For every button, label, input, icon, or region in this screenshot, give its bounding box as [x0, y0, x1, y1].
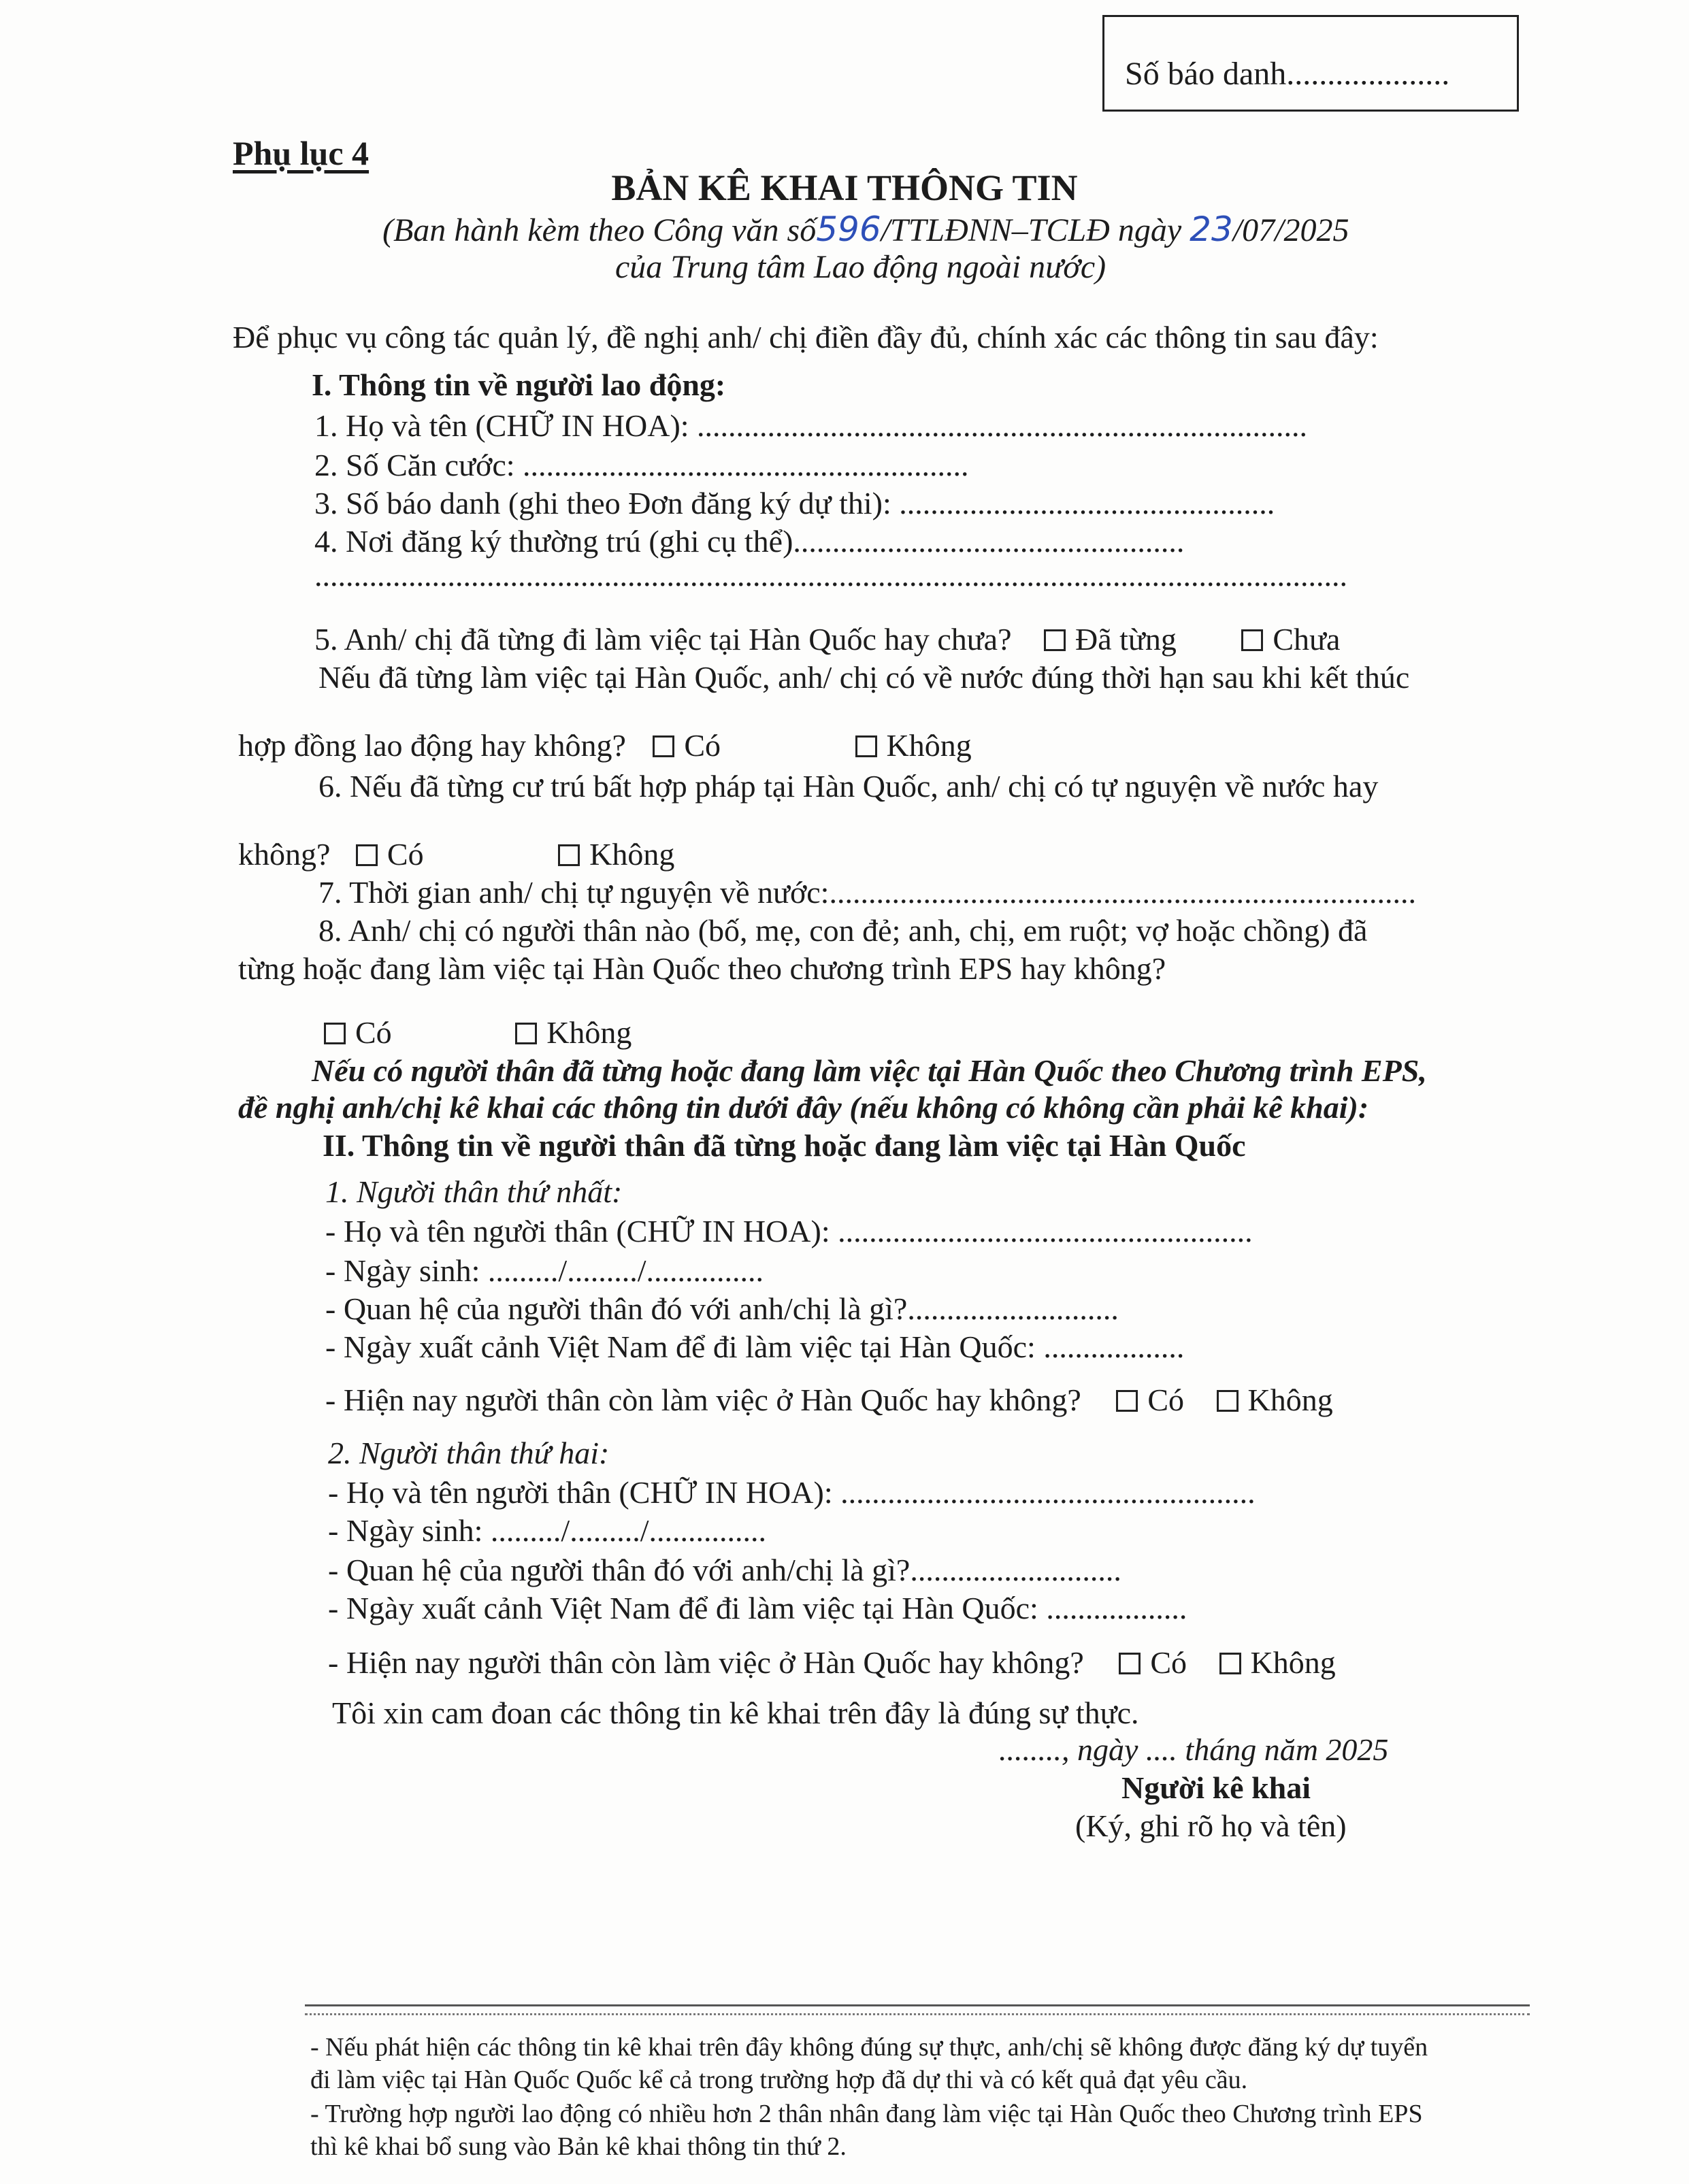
option-chua: Chưa: [1273, 622, 1341, 657]
footnote-1-line1: - Nếu phát hiện các thông tin kê khai trên đây không đúng sự thực, anh/chị sẽ không được đăng ký dự tuyển: [310, 2033, 1428, 2062]
field-return-date[interactable]: 7. Thời gian anh/ chị tự nguyện về nước:...........................................................................: [318, 875, 1416, 910]
relative-2-title: 2. Người thân thứ hai:: [328, 1436, 610, 1470]
footnote-2-line1: - Trường hợp người lao động có nhiều hơn 2 thân nhân đang làm việc tại Hàn Quốc theo Chương trình EPS: [310, 2100, 1423, 2128]
issuing-agency: của Trung tâm Lao động ngoài nước): [615, 249, 1106, 285]
field-address-continuation[interactable]: ....................................................................................................................................: [314, 558, 1347, 593]
issuance-line: [382, 210, 1349, 250]
checkbox-r1-co[interactable]: [1116, 1390, 1138, 1412]
commitment-text: Tôi xin cam đoan các thông tin kê khai trên đây là đúng sự thực.: [332, 1695, 1139, 1730]
question-8-line2: từng hoặc đang làm việc tại Hàn Quốc theo chương trình EPS hay không?: [238, 951, 1166, 986]
question-6-text: không?: [238, 837, 331, 872]
signer-title: Người kê khai: [1121, 1770, 1311, 1805]
field-full-name[interactable]: 1. Họ và tên (CHỮ IN HOA): ..............................................................................: [314, 408, 1308, 443]
option-da-tung: Đã từng: [1075, 622, 1177, 657]
option-5b-co: Có: [684, 728, 721, 763]
relative-1-dob[interactable]: - Ngày sinh: ........./........./...............: [325, 1253, 764, 1288]
section-2-heading: II. Thông tin về người thân đã từng hoặc đang làm việc tại Hàn Quốc: [323, 1128, 1246, 1163]
candidate-number-label: Số báo danh....................: [1125, 56, 1450, 92]
question-5: [314, 621, 1340, 659]
signer-note: (Ký, ghi rõ họ và tên): [1075, 1808, 1347, 1843]
relative-2-still-working: [328, 1644, 1336, 1682]
option-8-khong: Không: [546, 1015, 632, 1050]
option-r1-khong: Không: [1247, 1383, 1333, 1417]
option-5b-khong: Không: [886, 728, 972, 763]
checkbox-da-tung[interactable]: [1044, 629, 1066, 651]
option-6-co: Có: [387, 837, 424, 872]
field-candidate-number[interactable]: 3. Số báo danh (ghi theo Đơn đăng ký dự thi): ................................................: [314, 486, 1275, 520]
checkbox-chua[interactable]: [1241, 629, 1263, 651]
section-1-heading: I. Thông tin về người lao động:: [312, 367, 726, 402]
question-5b-line1: Nếu đã từng làm việc tại Hàn Quốc, anh/ chị có về nước đúng thời hạn sau khi kết thúc: [318, 660, 1410, 695]
option-8-co: Có: [355, 1015, 392, 1050]
field-permanent-address[interactable]: 4. Nơi đăng ký thường trú (ghi cụ thể)..................................................: [314, 524, 1185, 559]
relative-2-still-text: - Hiện nay người thân còn làm việc ở Hàn Quốc hay không?: [328, 1645, 1084, 1680]
footnote-2-line2: thì kê khai bổ sung vào Bản kê khai thông tin thứ 2.: [310, 2132, 847, 2161]
relative-1-still-text: - Hiện nay người thân còn làm việc ở Hàn Quốc hay không?: [325, 1383, 1081, 1417]
checkbox-6-khong[interactable]: [558, 844, 580, 866]
question-5b-text: hợp đồng lao động hay không?: [238, 728, 626, 763]
checkbox-5b-co[interactable]: [653, 735, 674, 757]
checkbox-5b-khong[interactable]: [855, 735, 877, 757]
checkbox-8-co[interactable]: [324, 1023, 346, 1044]
option-6-khong: Không: [589, 837, 675, 872]
question-6-line1: 6. Nếu đã từng cư trú bất hợp pháp tại Hàn Quốc, anh/ chị có tự nguyện về nước hay: [318, 769, 1379, 804]
option-r2-khong: Không: [1250, 1645, 1336, 1680]
question-5-text: 5. Anh/ chị đã từng đi làm việc tại Hàn Quốc hay chưa?: [314, 622, 1012, 657]
checkbox-r1-khong[interactable]: [1217, 1390, 1239, 1412]
relatives-note-line1: Nếu có người thân đã từng hoặc đang làm việc tại Hàn Quốc theo Chương trình EPS,: [312, 1053, 1427, 1088]
question-5b-line2: [238, 727, 972, 765]
relative-1-still-working: [325, 1381, 1333, 1419]
checkbox-6-co[interactable]: [356, 844, 378, 866]
relative-2-name[interactable]: - Họ và tên người thân (CHỮ IN HOA): .....................................................: [328, 1475, 1256, 1510]
checkbox-r2-khong[interactable]: [1219, 1653, 1241, 1674]
intro-text: Để phục vụ công tác quản lý, đề nghị anh/ chị điền đầy đủ, chính xác các thông tin sau đây:: [233, 320, 1379, 354]
question-6-line2: [238, 835, 674, 874]
checkbox-8-khong[interactable]: [515, 1023, 537, 1044]
relative-1-relation[interactable]: - Quan hệ của người thân đó với anh/chị là gì?...........................: [325, 1291, 1119, 1326]
relative-2-dob[interactable]: - Ngày sinh: ........./........./...............: [328, 1513, 766, 1548]
relative-1-exit-date[interactable]: - Ngày xuất cảnh Việt Nam để đi làm việc tại Hàn Quốc: ..................: [325, 1329, 1185, 1364]
checkbox-r2-co[interactable]: [1119, 1653, 1141, 1674]
handwritten-doc-number: 596: [816, 210, 881, 249]
issuance-prefix: (Ban hành kèm theo Công văn số: [382, 212, 817, 248]
option-r1-co: Có: [1147, 1383, 1185, 1417]
handwritten-day: 23: [1190, 210, 1233, 249]
relative-1-title: 1. Người thân thứ nhất:: [325, 1174, 623, 1209]
issuance-middle: /TTLĐNN–TCLĐ ngày: [881, 212, 1182, 248]
date-line: ........, ngày .... tháng năm 2025: [999, 1732, 1389, 1767]
relative-2-relation[interactable]: - Quan hệ của người thân đó với anh/chị là gì?...........................: [328, 1553, 1121, 1587]
option-r2-co: Có: [1150, 1645, 1187, 1680]
question-8-options: [324, 1014, 632, 1052]
candidate-number-box: [1102, 15, 1519, 112]
footnote-1-line2: đi làm việc tại Hàn Quốc Quốc kể cả trong trường hợp đã dự thi và có kết quả đạt yêu cầu.: [310, 2066, 1248, 2094]
appendix-label: Phụ lục 4: [233, 134, 370, 172]
relatives-note-line2: đề nghị anh/chị kê khai các thông tin dưới đây (nếu không có không cần phải kê khai):: [238, 1090, 1369, 1125]
issuance-suffix: /07/2025: [1232, 212, 1349, 248]
footnote-divider: [305, 2004, 1530, 2015]
document-title: BẢN KÊ KHAI THÔNG TIN: [611, 167, 1078, 208]
relative-1-name[interactable]: - Họ và tên người thân (CHỮ IN HOA): .....................................................: [325, 1214, 1253, 1248]
field-id-number[interactable]: 2. Số Căn cước: .........................................................: [314, 448, 969, 482]
relative-2-exit-date[interactable]: - Ngày xuất cảnh Việt Nam để đi làm việc tại Hàn Quốc: ..................: [328, 1591, 1187, 1625]
question-8-line1: 8. Anh/ chị có người thân nào (bố, mẹ, con đẻ; anh, chị, em ruột; vợ hoặc chồng) đã: [318, 913, 1368, 948]
